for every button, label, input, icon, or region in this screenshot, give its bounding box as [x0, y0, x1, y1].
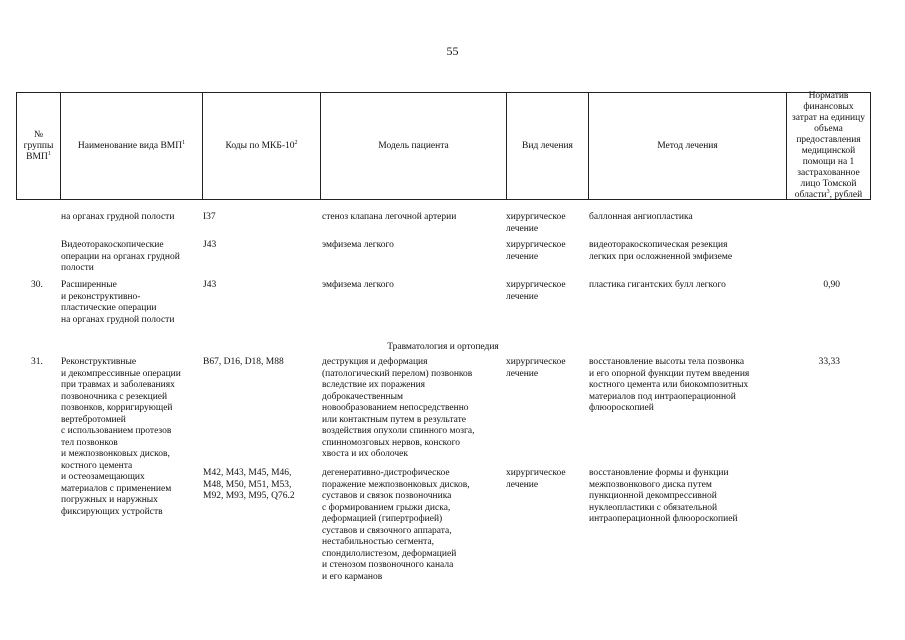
group31-sub1-method: восстановление высоты тела позвонка и его опорной функции путем введения костного цемента или биокомпозитных материалов под интраоперационной флюороскопией [589, 357, 750, 413]
row1-type: хирургическое лечение [506, 212, 566, 234]
row2-type: хирургическое лечение [506, 240, 566, 262]
row2-codes: J43 [203, 240, 217, 250]
row3-codes: J43 [203, 280, 217, 290]
table-header [16, 92, 871, 200]
header-col-number: № группы ВМП$^1$ [17, 93, 61, 199]
row2-model: эмфизема легкого [322, 240, 394, 250]
row2-name: Видеоторакоскопические операции на органах грудной полости [61, 240, 180, 273]
row3-type: хирургическое лечение [506, 280, 566, 302]
group31-sub1-model: деструкция и деформация (патологический перелом) позвонков вследствие их поражения доброкачественным новообразованием непосредственно или контактным путем в результате воздействия опухоли спинного мозга, спинномозговых нервов, конского хвоста и их оболочек [322, 357, 475, 459]
row3-name: Расширенные и реконструктивно- пластические операции на органах грудной полости [61, 280, 175, 325]
group31-sub2-codes: M42, M43, M45, M46, M48, M50, M51, M53, M92, M93, M95, Q76.2 [203, 468, 295, 501]
row1-model: стеноз клапана легочной артерии [322, 212, 457, 222]
row1-codes: I37 [203, 212, 216, 222]
group31-sub2-method: восстановление формы и функции межпозвонкового диска путем пункционной декомпрессивной нуклеопластики с обязательной интраоперационной флюороскопией [589, 468, 738, 524]
section-title: Травматология и ортопедия [387, 342, 499, 352]
page-number: 55 [446, 44, 459, 58]
row3-norm: 0,90 [823, 280, 840, 290]
group31-sub2-type: хирургическое лечение [506, 468, 566, 490]
group31-name: Реконструктивные и декомпрессивные операции при травмах и заболеваниях позвоночника с резекцией позвонков, корригирующей вертебротомией с использованием протезов тел позвонков и межпозвонковых дисков, костного цемента и остеозамещающих материалов с применением погружных и наружных фиксирующих устройств [61, 357, 181, 517]
header-col-norm: Норматив финансовых затрат на единицу объема предоставления медицинской помощи на 1 застрахованное лицо Томской области$^3$, рублей [787, 93, 871, 199]
header-col-treatment-type: Вид лечения [507, 93, 589, 199]
header-col-name: Наименование вида ВМП$^1$ [61, 93, 203, 199]
header-col-method: Метод лечения [589, 93, 787, 199]
group31-sub1-type: хирургическое лечение [506, 357, 566, 379]
header-col-model: Модель пациента [321, 93, 507, 199]
group31-sub1-codes: B67, D16, D18, M88 [203, 357, 284, 367]
row3-number: 30. [31, 280, 43, 290]
group31-norm: 33,33 [818, 357, 840, 367]
row3-model: эмфизема легкого [322, 280, 394, 290]
header-col-codes: Коды по МКБ-$10^2$ [203, 93, 321, 199]
row3-method: пластика гигантских булл легкого [589, 280, 726, 290]
row2-method: видеоторакоскопическая резекция легких при осложненной эмфиземе [589, 240, 733, 262]
row1-name: на органах грудной полости [61, 212, 175, 222]
row1-method: баллонная ангиопластика [589, 212, 693, 222]
group31-number: 31. [31, 357, 43, 367]
group31-sub2-model: дегенеративно-дистрофическое поражение межпозвонковых дисков, суставов и связок позвоночника с формированием грыжи диска, деформацией (гипертрофией) суставов и связочного аппарата, нестабильностью сегмента, спондилолистезом, деформацией и стенозом позвоночного канала и его карманов [322, 468, 470, 582]
